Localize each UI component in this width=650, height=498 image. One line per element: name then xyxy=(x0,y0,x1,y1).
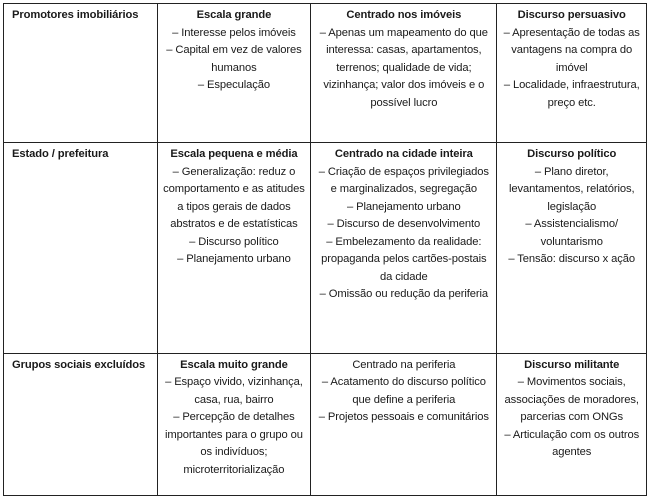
cell-heading: Escala muito grande xyxy=(180,358,288,371)
comparison-table xyxy=(3,3,647,496)
cell-line: – Localidade, infraestrutura, preço etc. xyxy=(503,79,640,109)
cell-line: – Criação de espaços privilegiados e marginalizados, segregação xyxy=(318,165,489,196)
cell-heading: Escala pequena e média xyxy=(170,148,298,161)
cell-line: – Projetos pessoais e comunitários xyxy=(318,411,489,424)
cell-line: – Percepção de detalhes importantes para o grupo ou os indivíduos; microterritorialização xyxy=(165,411,303,476)
cell-heading: Centrado nos imóveis xyxy=(346,9,462,21)
cell-line: – Plano diretor, levantamentos, relatórios, legislação xyxy=(508,165,635,213)
row-label: Estado / prefeitura xyxy=(4,143,158,353)
table-cell xyxy=(157,143,311,353)
table-cell xyxy=(157,4,311,143)
cell-line: – Acatamento do discurso político que define a periferia xyxy=(321,376,486,406)
table-row xyxy=(4,353,647,495)
table-cell xyxy=(157,353,311,495)
cell-line: – Discurso de desenvolvimento xyxy=(327,218,481,231)
cell-heading: Centrado na cidade inteira xyxy=(334,148,473,161)
cell-heading: Discurso persuasivo xyxy=(517,9,626,21)
table-cell xyxy=(497,4,647,143)
cell-line: – Tensão: discurso x ação xyxy=(508,253,636,266)
cell-line: – Planejamento urbano xyxy=(347,200,461,213)
cell-line: – Capital em vez de valores humanos xyxy=(166,44,302,74)
cell-line: – Discurso político xyxy=(189,235,279,248)
cell-line: – Apenas um mapeamento do que interessa: casas, apartamentos, terrenos; qualidade de vida; vizinhança; valor dos imóveis e o possível lucro xyxy=(319,26,488,109)
cell-line: – Movimentos sociais, associações de moradores, parcerias com ONGs xyxy=(504,376,639,424)
cell-line: – Especulação xyxy=(197,79,270,91)
table-cell xyxy=(497,353,647,495)
table-row xyxy=(4,143,647,353)
cell-heading: Centrado na periferia xyxy=(352,358,456,371)
table-row xyxy=(4,4,647,143)
table-cell xyxy=(497,143,647,353)
cell-line: – Generalização: reduz o comportamento e as atitudes a tipos gerais de dados abstratos e de estatísticas xyxy=(163,165,305,231)
cell-line: – Apresentação de todas as vantagens na compra do imóvel xyxy=(503,26,640,74)
cell-heading: Discurso militante xyxy=(524,358,620,371)
cell-line: – Interesse pelos imóveis xyxy=(172,26,296,39)
table-cell xyxy=(311,143,497,353)
cell-line: – Planejamento urbano xyxy=(177,253,291,266)
cell-line: – Articulação com os outros agentes xyxy=(504,428,640,459)
table-cell xyxy=(311,353,497,495)
cell-heading: Escala grande xyxy=(196,9,272,21)
cell-line: – Assistencialismo/ voluntarismo xyxy=(525,218,619,248)
cell-line: – Espaço vivido, vizinhança, casa, rua, bairro xyxy=(165,376,303,406)
row-label: Grupos sociais excluídos xyxy=(4,353,158,495)
cell-heading: Discurso político xyxy=(527,148,617,161)
cell-line: – Embelezamento da realidade: propaganda pelos cartões-postais da cidade xyxy=(321,235,487,283)
table-cell xyxy=(311,4,497,143)
row-label: Promotores imobiliários xyxy=(4,4,158,143)
cell-line: – Omissão ou redução da periferia xyxy=(319,288,488,301)
